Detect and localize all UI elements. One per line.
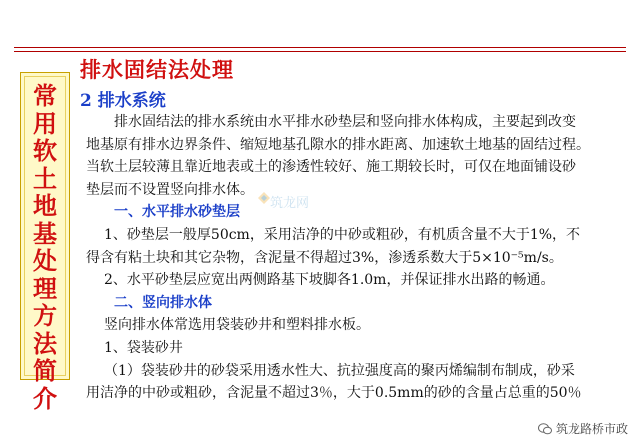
sidebar-char: 常 (33, 82, 57, 110)
brand-footer (538, 420, 628, 437)
sidebar-char: 软 (33, 137, 57, 165)
section-heading: 2 排水系统 (80, 91, 166, 111)
body-line: 用洁净的中砂或粗砂，含泥量不超过3％，大于0.5mm的砂的含量占总重的50％ (86, 385, 582, 402)
sidebar-vertical-text (21, 83, 69, 413)
sidebar-char: 基 (33, 219, 57, 248)
page-title: 排水固结法处理 (80, 58, 234, 82)
sidebar-char: 用 (33, 109, 57, 138)
top-divider-thin (14, 51, 626, 52)
brand-name: 筑龙路桥市政 (555, 422, 628, 436)
sidebar-panel (20, 72, 70, 413)
body-line: 地基原有排水边界条件、缩短地基孔隙水的排水距离、加速软土地基的固结过程。 (86, 136, 590, 153)
sidebar-char: 地 (33, 192, 57, 220)
sidebar-char: 介 (33, 384, 57, 413)
body-line: 当软土层较薄且靠近地表或土的渗透性较好、施工期较长时，可仅在地面铺设砂 (86, 159, 576, 176)
sidebar-char: 理 (33, 274, 57, 303)
top-divider (14, 47, 626, 48)
body-line: （1）袋装砂井的砂袋采用透水性大、抗拉强度高的聚丙烯编制布制成，砂采 (104, 362, 575, 379)
body-line: 1、袋装砂井 (104, 340, 183, 356)
body-line: 一、水平排水砂垫层 (114, 204, 240, 221)
sidebar-char: 法 (33, 329, 57, 358)
body-line: 竖向排水体常选用袋装砂井和塑料排水板。 (104, 317, 370, 334)
body-line: 垫层而不设置竖向排水体。 (86, 181, 254, 198)
body-line: 1、砂垫层一般厚50cm，采用洁净的中砂或粗砂，有机质含量不大于1%，不 (104, 227, 581, 243)
watermark-logo-icon (258, 192, 270, 204)
sidebar-char: 处 (33, 247, 57, 275)
body-line: 二、竖向排水体 (114, 294, 212, 311)
body-line: 排水固结法的排水系统由水平排水砂垫层和竖向排水体构成，主要起到改变 (114, 114, 576, 130)
sidebar-char: 土 (33, 164, 57, 193)
sidebar-char: 方 (33, 302, 57, 330)
body-line: 得含有粘土块和其它杂物，含泥量不得超过3%，渗透系数大于5×10⁻⁵m/s。 (86, 249, 563, 266)
sidebar-char: 简 (33, 357, 57, 385)
body-line: 2、水平砂垫层应宽出两侧路基下坡脚各1.0m，并保证排水出路的畅通。 (104, 272, 555, 289)
wechat-icon (538, 423, 552, 435)
watermark-text: 筑龙网 (270, 196, 310, 211)
